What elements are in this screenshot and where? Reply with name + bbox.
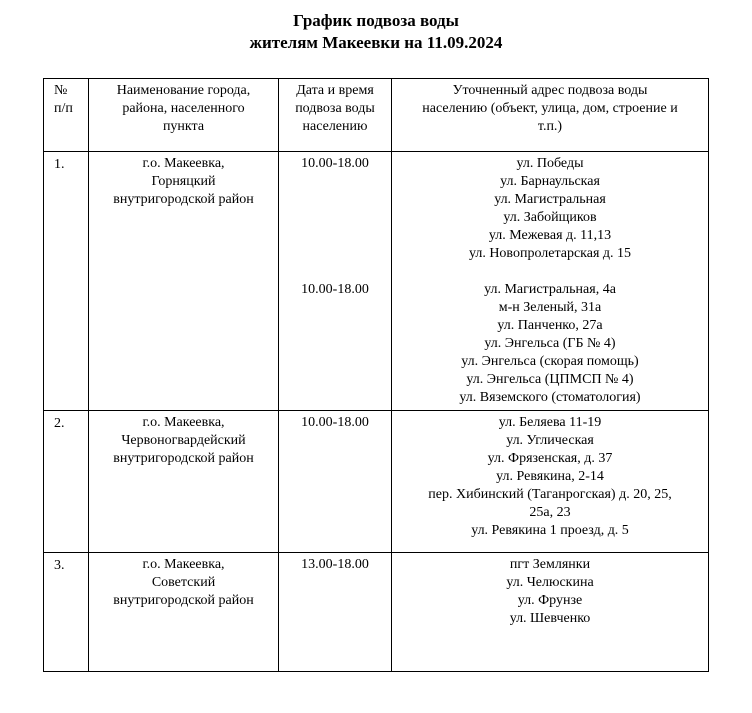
address-line: ул. Новопролетарская д. 15 xyxy=(468,246,632,261)
table-row xyxy=(44,411,709,553)
row-place xyxy=(89,411,279,553)
address-line: ул. Энгельса (скорая помощь) xyxy=(461,354,639,369)
address-line: ул. Энгельса (ГБ № 4) xyxy=(484,336,616,351)
row-time xyxy=(279,411,392,553)
place-line: г.о. Макеевка, xyxy=(142,415,225,430)
header-place-line: района, населенного xyxy=(122,101,245,116)
time-value: 10.00-18.00 xyxy=(301,282,369,297)
place-line: г.о. Макеевка, xyxy=(142,156,225,171)
address-line: ул. Забойщиков xyxy=(503,210,597,225)
address-line: ул. Панченко, 27а xyxy=(497,318,603,333)
place-line: внутригородской район xyxy=(113,451,254,466)
time-value: 10.00-18.00 xyxy=(301,415,369,430)
document-title xyxy=(0,10,752,54)
address-line: ул. Магистральная, 4а xyxy=(484,282,616,297)
address-line: ул. Барнаульская xyxy=(500,174,600,189)
header-time-line: населению xyxy=(302,119,368,134)
header-time-line: подвоза воды xyxy=(295,101,375,116)
title-line-1: График подвоза воды xyxy=(293,11,459,30)
address-line: ул. Фрунзе xyxy=(517,593,583,608)
address-line: ул. Энгельса (ЦПМСП № 4) xyxy=(466,372,634,387)
address-line: ул. Углическая xyxy=(506,433,594,448)
header-place-line: Наименование города, xyxy=(116,83,251,98)
address-line: ул. Ревякина, 2-14 xyxy=(496,469,604,484)
address-line: ул. Фрязенская, д. 37 xyxy=(487,451,613,466)
place-line: Советский xyxy=(151,575,216,590)
header-time xyxy=(279,79,392,152)
header-number-line: № xyxy=(54,83,68,98)
header-place xyxy=(89,79,279,152)
address-line: м-н Зеленый, 31а xyxy=(498,300,602,315)
row-number: 2. xyxy=(44,411,89,553)
address-line: ул. Ревякина 1 проезд, д. 5 xyxy=(471,523,629,538)
header-place-line: пункта xyxy=(162,119,205,134)
row-number: 3. xyxy=(44,553,89,672)
address-line: ул. Победы xyxy=(516,156,584,171)
row-addresses xyxy=(392,152,709,411)
header-number-line: п/п xyxy=(54,101,73,116)
row-number: 1. xyxy=(44,152,89,411)
time-value: 13.00-18.00 xyxy=(301,557,369,572)
header-time-line: Дата и время xyxy=(296,83,374,98)
address-line: пер. Хибинский (Таганрогская) д. 20, 25, xyxy=(428,487,672,502)
row-addresses xyxy=(392,553,709,672)
title-line-2: жителям Макеевки на 11.09.2024 xyxy=(249,33,503,52)
header-address xyxy=(392,79,709,152)
place-line: г.о. Макеевка, xyxy=(142,557,225,572)
header-row xyxy=(44,79,709,152)
place-line: Червоногвардейский xyxy=(121,433,246,448)
address-line: ул. Шевченко xyxy=(509,611,591,626)
row-addresses xyxy=(392,411,709,553)
row-time xyxy=(279,152,392,411)
address-line: ул. Межевая д. 11,13 xyxy=(488,228,612,243)
row-place xyxy=(89,152,279,411)
address-line: пгт Землянки xyxy=(509,557,591,572)
address-line: ул. Челюскина xyxy=(506,575,594,590)
place-line: внутригородской район xyxy=(113,192,254,207)
header-address-line: Уточненный адрес подвоза воды xyxy=(452,83,648,98)
address-line: ул. Магистральная xyxy=(494,192,606,207)
table-row xyxy=(44,152,709,411)
time-value: 10.00-18.00 xyxy=(301,156,369,171)
row-time xyxy=(279,553,392,672)
header-number xyxy=(44,79,89,152)
header-address-line: т.п.) xyxy=(537,119,563,134)
header-address-line: населению (объект, улица, дом, строение и xyxy=(422,101,678,116)
address-line: ул. Беляева 11-19 xyxy=(498,415,602,430)
place-line: Горняцкий xyxy=(151,174,216,189)
address-line: 25а, 23 xyxy=(529,505,571,520)
table-row xyxy=(44,553,709,672)
row-place xyxy=(89,553,279,672)
place-line: внутригородской район xyxy=(113,593,254,608)
water-schedule-table xyxy=(43,78,709,672)
address-line: ул. Вяземского (стоматология) xyxy=(459,390,641,405)
